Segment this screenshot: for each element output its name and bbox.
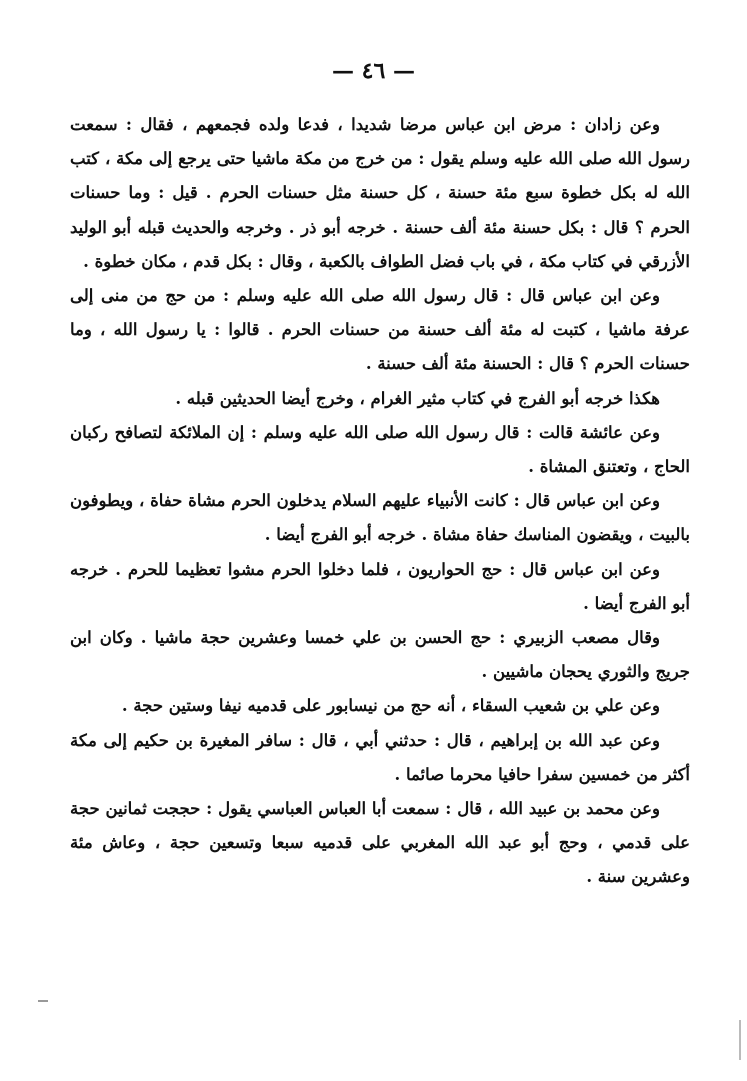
- paragraph-abu-faraj-note: هكذا خرجه أبو الفرج في كتاب مثير الغرام ، وخرج أيضا الحديثين قبله .: [175, 388, 660, 408]
- paragraph-ibn-abbas-prophets: وعن ابن عباس قال : كانت الأنبياء عليهم السلام يدخلون الحرم مشاة حفاة ، ويطوفون بالبيت ، ويقضون المناسك حفاة مشاة . خرجه أبو الفرج أيضا .: [70, 491, 690, 545]
- paragraph-zadan: وعن زادان : مرض ابن عباس مرضا شديدا ، فدعا ولده فجمعهم ، فقال : سمعت رسول الله صلى الله عليه وسلم يقول : من خرج من مكة ماشيا حتى يرجع إلى مكة ، كتب الله له بكل خطوة سبع مئة حسنة ، كل حسنة مثل حسنات الحرم . قيل : وما حسنات الحرم ؟ قال : بكل حسنة مئة ألف حسنة . خرجه أبو ذر . وخرجه والحديث قبله أبو الوليد الأزرقي في كتاب مكة ، في باب فضل الطواف بالكعبة ، وقال : بكل قدم ، مكان خطوة .: [70, 115, 690, 271]
- scan-margin-mark: [38, 1000, 48, 1002]
- paragraph-musab-zubayri: وقال مصعب الزبيري : حج الحسن بن علي خمسا وعشرين حجة ماشيا . وكان ابن جريج والثوري يحجان ماشيين .: [70, 628, 690, 682]
- paragraph-aisha: وعن عائشة قالت : قال رسول الله صلى الله عليه وسلم : إن الملائكة لتصافح ركبان الحاج ، وتعتنق المشاة .: [70, 422, 690, 477]
- paragraph-abdullah-ibrahim: وعن عبد الله بن إبراهيم ، قال : حدثني أبي ، قال : سافر المغيرة بن حكيم إلى مكة أكثر من خمسين سفرا حافيا محرما صائما .: [70, 730, 690, 784]
- scan-edge-mark: [739, 1020, 741, 1060]
- paragraph-ali-shuayb: وعن علي بن شعيب السقاء ، أنه حج من نيسابور على قدميه نيفا وستين حجة .: [121, 696, 660, 716]
- page-number: — ٤٦ —: [332, 58, 415, 84]
- paragraph-ibn-abbas-hawariyyun: وعن ابن عباس قال : حج الحواريون ، فلما دخلوا الحرم مشوا تعظيما للحرم . خرجه أبو الفرج أيضا .: [70, 559, 690, 613]
- paragraph-muhammad-ubaydullah: وعن محمد بن عبيد الله ، قال : سمعت أبا العباس العباسي يقول : حججت ثمانين حجة على قدمي ، وحج أبو عبد الله المغربي على قدميه سبعا وتسعين حجة ، وعاش مئة وعشرين سنة .: [70, 799, 690, 887]
- body-text: [70, 108, 690, 895]
- paragraph-ibn-abbas-mina: وعن ابن عباس قال : قال رسول الله صلى الله عليه وسلم : من حج من منى إلى عرفة ماشيا ، كتبت له مئة ألف حسنة من حسنات الحرم . قالوا : يا رسول الله ، وما حسنات الحرم ؟ قال : الحسنة مئة ألف حسنة .: [70, 286, 690, 374]
